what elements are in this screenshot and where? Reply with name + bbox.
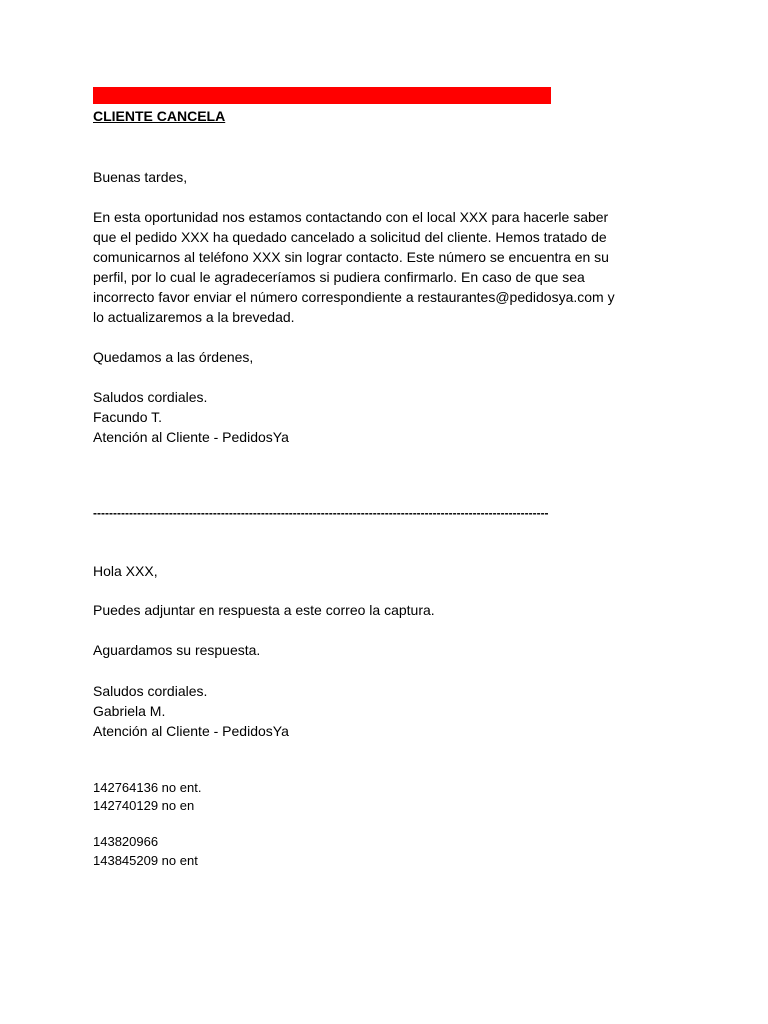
document-heading: CLIENTE CANCELA [93, 108, 226, 124]
section-separator: ------------------------------------------------------------------------------------------------------------------ [93, 506, 549, 520]
message-2-line-1: Puedes adjuntar en respuesta a este correo la captura. [93, 602, 435, 618]
team-name-1: Atención al Cliente - PedidosYa [93, 429, 289, 445]
body-line: que el pedido XXX ha quedado cancelado a solicitud del cliente. Hemos tratado de [93, 229, 607, 245]
agent-name-1: Facundo T. [93, 409, 163, 425]
order-note: 142764136 no ent. [93, 780, 202, 795]
signoff-1: Saludos cordiales. [93, 389, 208, 405]
greeting-2: Hola XXX, [93, 563, 158, 579]
team-name-2: Atención al Cliente - PedidosYa [93, 723, 289, 739]
body-line: En esta oportunidad nos estamos contactando con el local XXX para hacerle saber [93, 209, 609, 225]
body-line: perfil, por lo cual le agradeceríamos si pudiera confirmarlo. En caso de que sea [93, 269, 585, 285]
red-header-bar [93, 87, 551, 104]
body-line: incorrecto favor enviar el número correspondiente a restaurantes@pedidosya.com y [93, 289, 615, 305]
body-line: comunicarnos al teléfono XXX sin lograr contacto. Este número se encuentra en su [93, 249, 609, 265]
body-line: lo actualizaremos a la brevedad. [93, 309, 295, 325]
closing-1: Quedamos a las órdenes, [93, 349, 254, 365]
greeting-1: Buenas tardes, [93, 169, 188, 185]
order-note: 143845209 no ent [93, 853, 198, 868]
order-note: 143820966 [93, 834, 159, 849]
agent-name-2: Gabriela M. [93, 703, 166, 719]
order-note: 142740129 no en [93, 798, 195, 813]
signoff-2: Saludos cordiales. [93, 683, 208, 699]
message-2-line-2: Aguardamos su respuesta. [93, 642, 261, 658]
